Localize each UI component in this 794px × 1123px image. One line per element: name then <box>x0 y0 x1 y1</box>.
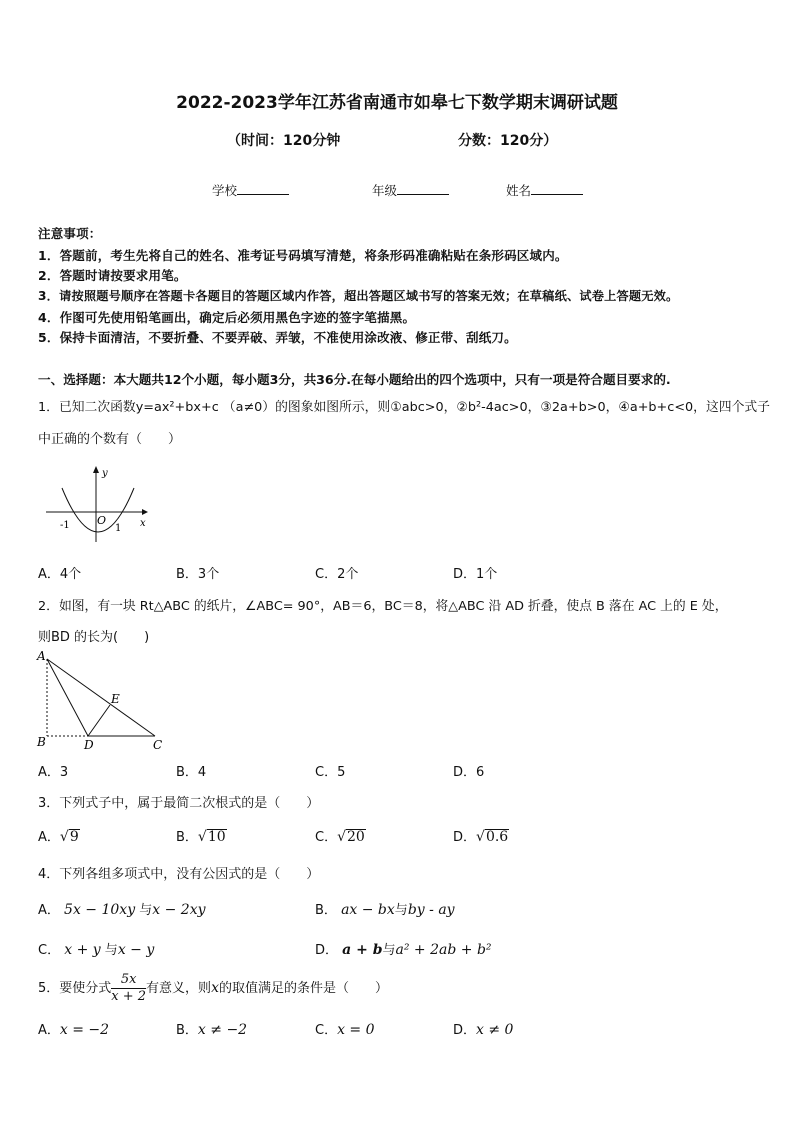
exam-time: （时间：120分钟 <box>227 133 341 149</box>
q5-option-b[interactable] <box>176 1019 247 1038</box>
fraction <box>111 972 146 1005</box>
option-label: D． <box>453 830 477 845</box>
point-e-label: E <box>111 692 120 706</box>
x-axis-label: x <box>140 518 146 529</box>
point-d-label: D <box>84 738 94 752</box>
x-axis-arrow-icon <box>142 509 148 515</box>
point-a-label: A <box>37 649 46 663</box>
question-3-stem: 3．下列式子中，属于最简二次根式的是（ ） <box>38 796 320 811</box>
grade-label: 年级 <box>372 183 398 198</box>
expression: a + b <box>342 942 383 958</box>
expression: by - ay <box>407 902 455 918</box>
q4-option-a[interactable] <box>38 899 206 918</box>
q2-option-a[interactable]: A．3 <box>38 765 69 780</box>
option-label: D． <box>315 943 339 958</box>
name-field[interactable] <box>506 181 583 199</box>
option-label: C． <box>38 943 61 958</box>
q1-option-a[interactable]: A．4个 <box>38 567 82 582</box>
question-1-line1: 1．已知二次函数y=ax²+bx+c （a≠0）的图象如图所示，则①abc>0，②b²-4ac>0，③2a+b>0，④a+b+c<0，这四个式子 <box>38 400 770 415</box>
sqrt-expression: √0.6 <box>476 829 509 845</box>
q3-option-c[interactable] <box>315 826 366 845</box>
option-label: C． <box>315 1023 338 1038</box>
q1-option-d[interactable]: D．1个 <box>453 567 498 582</box>
q3-option-a[interactable] <box>38 826 80 845</box>
note-item: 5．保持卡面清洁，不要折叠、不要弄破、弄皱，不准使用涂改液、修正带、刮纸刀。 <box>38 330 517 345</box>
option-label: C． <box>315 830 338 845</box>
answer-expression: x = 0 <box>337 1022 375 1038</box>
school-blank[interactable] <box>237 181 289 195</box>
origin-label: O <box>97 514 107 527</box>
note-item: 3．请按照题号顺序在答题卡各题目的答题区域内作答，超出答题区域书写的答案无效；在草稿纸、试卷上答题无效。 <box>38 289 679 303</box>
segment-ac <box>47 659 155 736</box>
option-label: A． <box>38 830 60 845</box>
radicand: 20 <box>347 829 365 845</box>
fraction-numerator: 5x <box>111 972 146 989</box>
q2-option-b[interactable]: B．4 <box>176 765 207 780</box>
y-axis-label: y <box>102 468 108 479</box>
y-axis-arrow-icon <box>93 466 99 473</box>
parabola-figure <box>44 462 154 546</box>
expression: a² + 2ab + b² <box>395 942 492 958</box>
grade-blank[interactable] <box>397 181 449 195</box>
page-title: 2022-2023学年江苏省南通市如皋七下数学期末调研试题 <box>176 93 618 113</box>
option-label: B． <box>176 830 198 845</box>
name-blank[interactable] <box>531 181 583 195</box>
fraction-denominator: x + 2 <box>111 989 147 1004</box>
q5-option-d[interactable] <box>453 1019 513 1038</box>
segment-de <box>88 705 110 736</box>
option-label: B． <box>315 903 337 918</box>
expression: ax − bx <box>341 902 395 918</box>
q3-option-b[interactable] <box>176 826 227 845</box>
question-5-stem <box>38 972 388 1005</box>
radicand: 10 <box>207 829 226 845</box>
school-field[interactable] <box>212 181 289 199</box>
question-1-line2: 中正确的个数有（ ） <box>38 432 182 447</box>
q2-option-d[interactable]: D．6 <box>453 765 485 780</box>
q5-option-a[interactable] <box>38 1019 109 1038</box>
notes-heading: 注意事项： <box>38 226 102 241</box>
q4-option-b[interactable] <box>315 899 455 918</box>
grade-field[interactable] <box>372 181 449 199</box>
answer-expression: x = −2 <box>59 1022 110 1038</box>
question-2-line1: 2．如图，有一块 Rt△ABC 的纸片，∠ABC= 90°，AB＝6，BC＝8，将△ABC 沿 AD 折叠，使点 B 落在 AC 上的 E 处， <box>38 599 728 614</box>
note-item: 4．作图可先使用铅笔画出，确定后必须用黑色字迹的签字笔描黑。 <box>38 310 416 325</box>
expression: 5x − 10xy <box>64 902 136 918</box>
expression: x + y <box>64 942 101 958</box>
q5-text: 有意义，则 <box>146 981 212 996</box>
section-heading: 一、选择题：本大题共12个小题，每小题3分，共36分.在每小题给出的四个选项中，只有一项是符合题目要求的. <box>38 372 671 387</box>
option-label: D． <box>453 1023 477 1038</box>
option-label: B． <box>176 1023 198 1038</box>
option-label: A． <box>38 1023 60 1038</box>
name-label: 姓名 <box>506 183 532 198</box>
option-label: A． <box>38 903 60 918</box>
radicand: 0.6 <box>485 829 509 845</box>
q5-variable: x <box>211 980 219 996</box>
exam-score: 分数：120分） <box>458 133 558 149</box>
q1-option-b[interactable]: B．3个 <box>176 567 220 582</box>
and-text: 与 <box>394 903 408 918</box>
note-item: 2．答题时请按要求用笔。 <box>38 268 187 283</box>
sqrt-expression: √9 <box>59 829 79 845</box>
q1-option-c[interactable]: C．2个 <box>315 567 359 582</box>
q3-option-d[interactable] <box>453 826 509 845</box>
sqrt-expression: √20 <box>337 829 365 845</box>
segment-ad <box>47 659 88 736</box>
radicand: 9 <box>69 829 79 845</box>
triangle-figure <box>34 646 174 752</box>
expression: x − 2xy <box>152 902 206 918</box>
q4-option-d[interactable] <box>315 939 492 958</box>
and-text: 与 <box>139 903 153 918</box>
question-2-line2: 则BD 的长为( ) <box>38 630 150 645</box>
q4-option-c[interactable] <box>38 939 154 958</box>
point-c-label: C <box>153 738 163 752</box>
school-label: 学校 <box>212 183 238 198</box>
answer-expression: x ≠ 0 <box>476 1022 514 1038</box>
answer-expression: x ≠ −2 <box>197 1022 248 1038</box>
tick-label-minus-one: -1 <box>60 520 70 531</box>
point-b-label: B <box>37 735 46 749</box>
and-text: 与 <box>382 943 396 958</box>
q5-option-c[interactable] <box>315 1019 375 1038</box>
q2-option-c[interactable]: C．5 <box>315 765 346 780</box>
q5-text-end: 的取值满足的条件是（ ） <box>218 981 388 996</box>
note-item: 1．答题前，考生先将自己的姓名、准考证号码填写清楚，将条形码准确粘贴在条形码区域内。 <box>38 248 568 263</box>
and-text: 与 <box>104 943 118 958</box>
tick-label-one: 1 <box>115 523 122 534</box>
expression: x − y <box>117 942 155 958</box>
q5-prefix: 5．要使分式 <box>38 981 112 996</box>
question-4-stem: 4．下列各组多项式中，没有公因式的是（ ） <box>38 867 320 882</box>
sqrt-expression: √10 <box>197 829 226 845</box>
